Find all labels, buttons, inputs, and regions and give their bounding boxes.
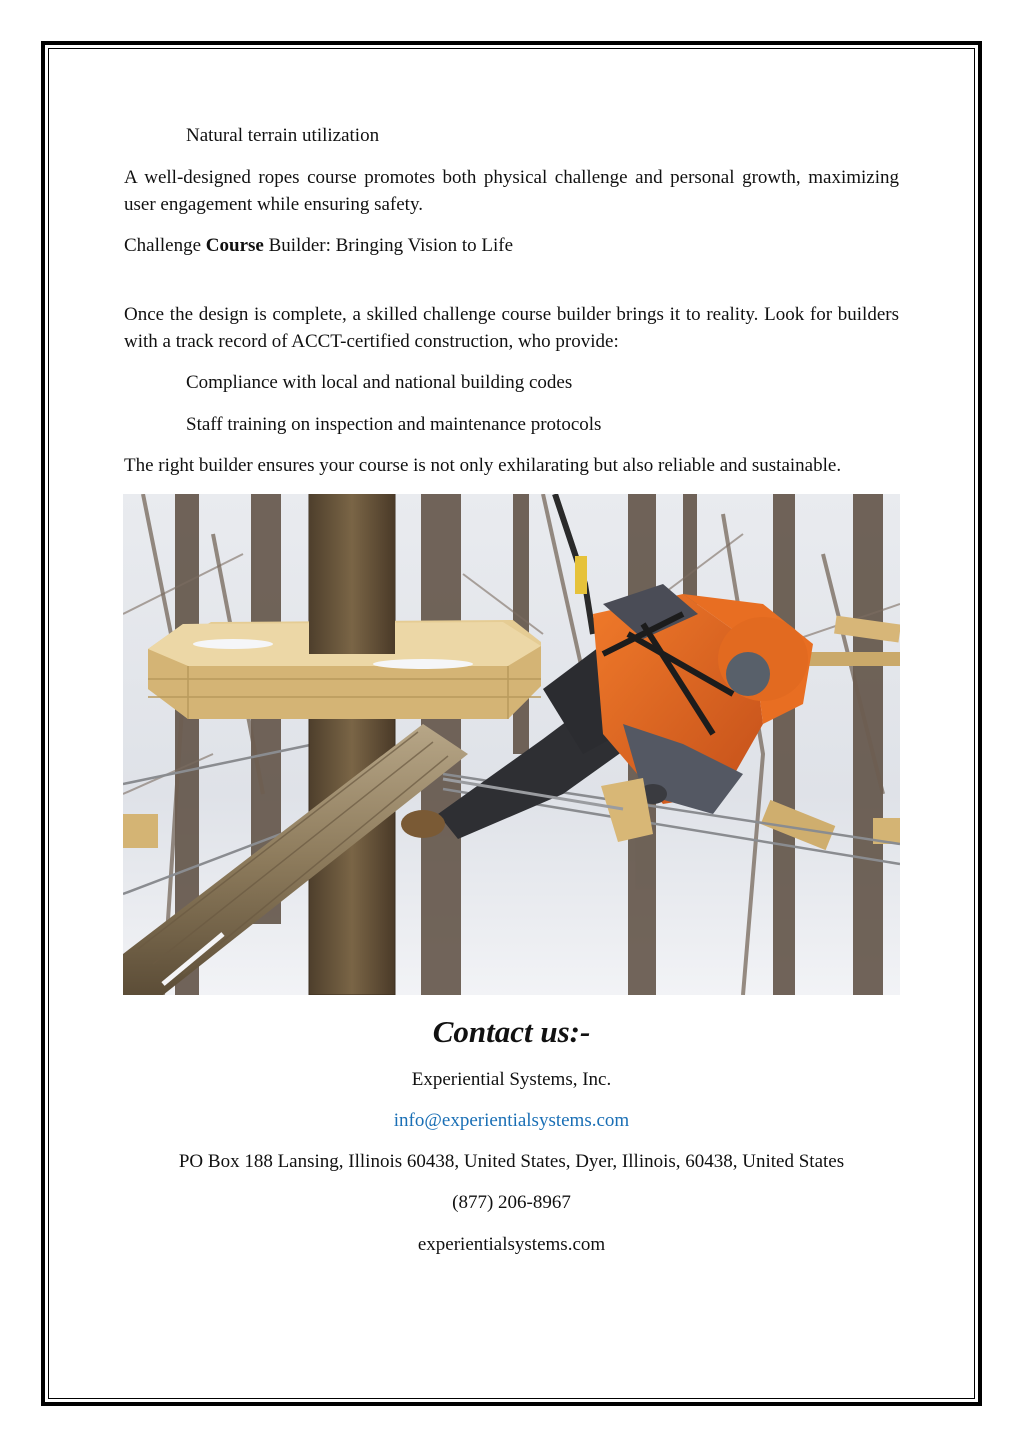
website-link[interactable]: experientialsystems.com xyxy=(417,1234,606,1255)
bullet-compliance: Compliance with local and national building codes xyxy=(186,372,573,393)
bullet-staff-training: Staff training on inspection and maintenance protocols xyxy=(186,414,602,435)
ropes-course-photo xyxy=(123,494,900,995)
paragraph-right-builder: The right builder ensures your course is not only exhilarating but also reliable and sustainable. xyxy=(124,455,842,476)
paragraph-design-complete: Once the design is complete, a skilled challenge course builder brings it to reality. Look for builders with a track record of ACCT-certified construction, who provide: xyxy=(124,304,899,352)
heading-course-builder xyxy=(124,232,513,259)
paragraph-ropes-course: A well-designed ropes course promotes both physical challenge and personal growth, maximizing user engagement while ensuring safety. xyxy=(124,167,899,215)
bullet-natural-terrain: Natural terrain utilization xyxy=(186,125,380,146)
heading-part-bold: Course xyxy=(205,235,264,256)
heading-part-1: Challenge xyxy=(124,235,206,256)
email-link-line xyxy=(48,1107,975,1134)
contact-heading: Contact us:- xyxy=(432,1014,591,1049)
heading-part-2: Builder: Bringing Vision to Life xyxy=(263,235,514,256)
postal-address: PO Box 188 Lansing, Illinois 60438, United States, Dyer, Illinois, 60438, United States xyxy=(178,1151,845,1172)
email-link[interactable]: info@experientialsystems.com xyxy=(393,1110,630,1131)
phone-number: (877) 206-8967 xyxy=(452,1192,571,1213)
company-name: Experiential Systems, Inc. xyxy=(411,1069,612,1090)
